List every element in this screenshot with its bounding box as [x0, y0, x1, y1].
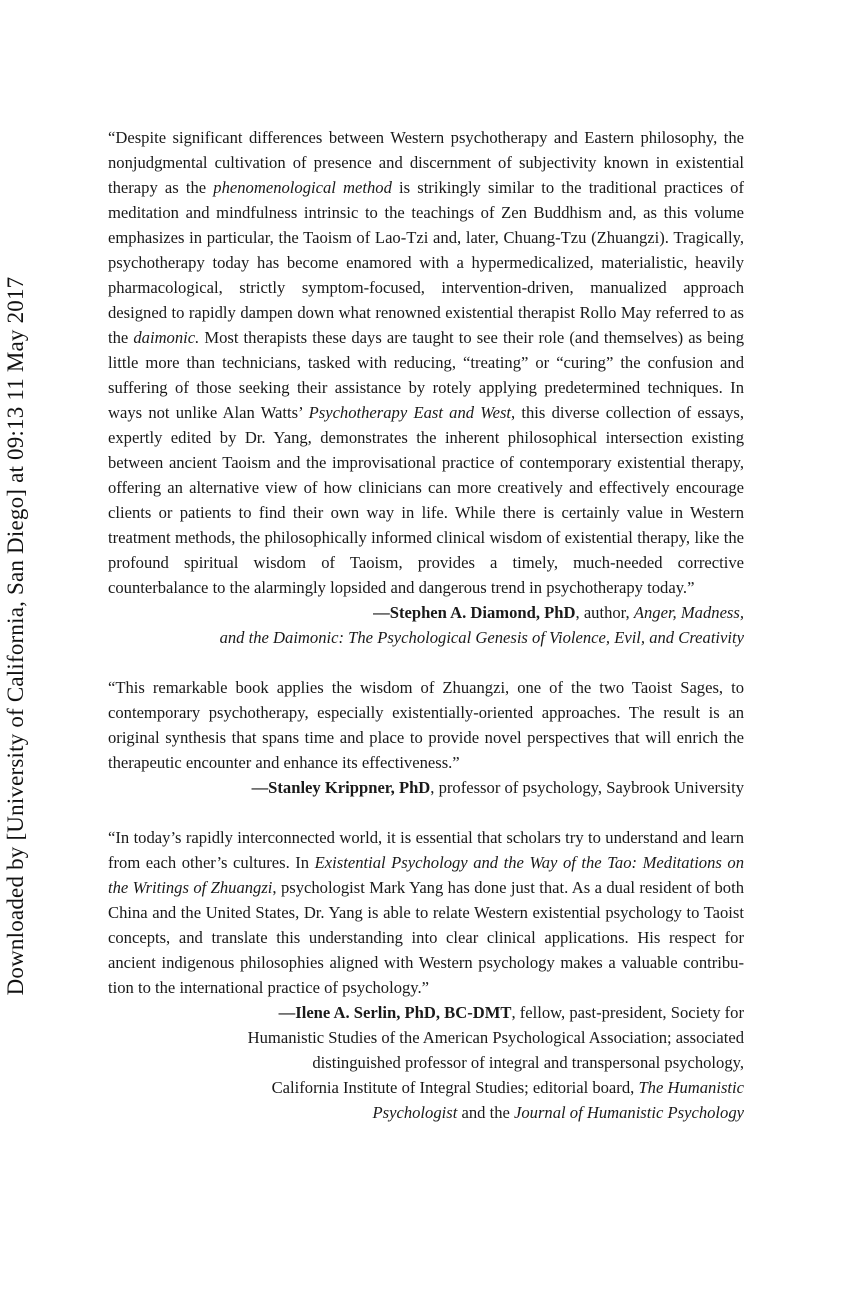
- endorsement-attribution-krippner: —Stanley Krippner, PhD, professor of psychology, Saybrook University: [251, 778, 744, 797]
- endorsement-quote-diamond: “Despite significant differences between Western psychotherapy and Eastern philosophy, the nonjudgmental cultivation of presence and discernment of subjectivity known in existential therapy as the phenomenological method is strikingly similar to the traditional practices of meditation and mindfulness intrinsic to the teachings of Zen Buddhism and, as this volume emphasizes in particular, the Taoism of Lao-Tzi and, later, Chuang-Tzu (Zhuangzi). Tragically, psychotherapy today has become enamored with a hypermedicalized, materialistic, heavily pharmacological, strictly symptom-focused, intervention-driven, manualized approach designed to rapidly dampen down what renowned existential therapist Rollo May referred to as the daimonic. Most therapists these days are taught to see their role (and themselves) as being little more than technicians, tasked with reducing, “treating” or “curing” the confusion and suffering of those seeking their assistance by rotely applying predetermined techniques. In ways not unlike Alan Watts’ Psychotherapy East and West, this diverse collection of essays, expertly edited by Dr. Yang, demonstrates the inherent philosophical intersection existing between ancient Taoism and the improvisational practice of contemporary existential therapy, offering an alternative view of how clinicians can more creatively and effectively encourage clients or patients to find their own way in life. While there is certainly value in Western treatment methods, the philosophically informed clinical wisdom of existential therapy, like the profound spiritual wisdom of Taoism, provides a timely, much-needed corrective counterbalance to the alarmingly lopsided and dangerous trend in psychotherapy today.”: [108, 128, 744, 597]
- endorsement-quote-krippner: “This remarkable book applies the wisdom of Zhuangzi, one of the two Taoist Sages, to contemporary psychotherapy, especially existentially-oriented approaches. The result is an original synthesis that spans time and place to provide novel perspectives that will enrich the therapeutic encounter and enhance its effectiveness.”: [108, 678, 744, 772]
- download-watermark: Downloaded by [University of California, San Diego] at 09:13 11 May 2017: [3, 276, 28, 996]
- endorsement-quote-serlin: “In today’s rapidly interconnected world, it is essential that scholars try to understand and learn from each other’s cultures. In Existential Psychology and the Way of the Tao: Meditations on the Writings of Zhuangzi, psychologist Mark Yang has done just that. As a dual resident of both China and the United States, Dr. Yang is able to relate Western existential psychology to Taoist concepts, and translate this understanding into clear clinical applications. His respect for ancient indigenous philosophies aligned with Western psychology makes a valuable contribution to the international practice of psychology.”: [108, 828, 744, 997]
- endorsement-attribution-serlin: —Ilene A. Serlin, PhD, BC-DMT, fellow, past-president, Society for Humanistic Studies of the American Psychological Association; associated distinguished professor of integral and transpersonal psychology, California Institute of Integral Studies; editorial board, The Humanistic Psychologist and the Journal of Humanistic Psychology: [247, 1003, 744, 1122]
- endorsement-attribution-diamond: —Stephen A. Diamond, PhD, author, Anger, Madness, and the Daimonic: The Psychological Genesis of Violence, Evil, and Creativity: [219, 603, 744, 647]
- endorsements: [108, 125, 744, 1125]
